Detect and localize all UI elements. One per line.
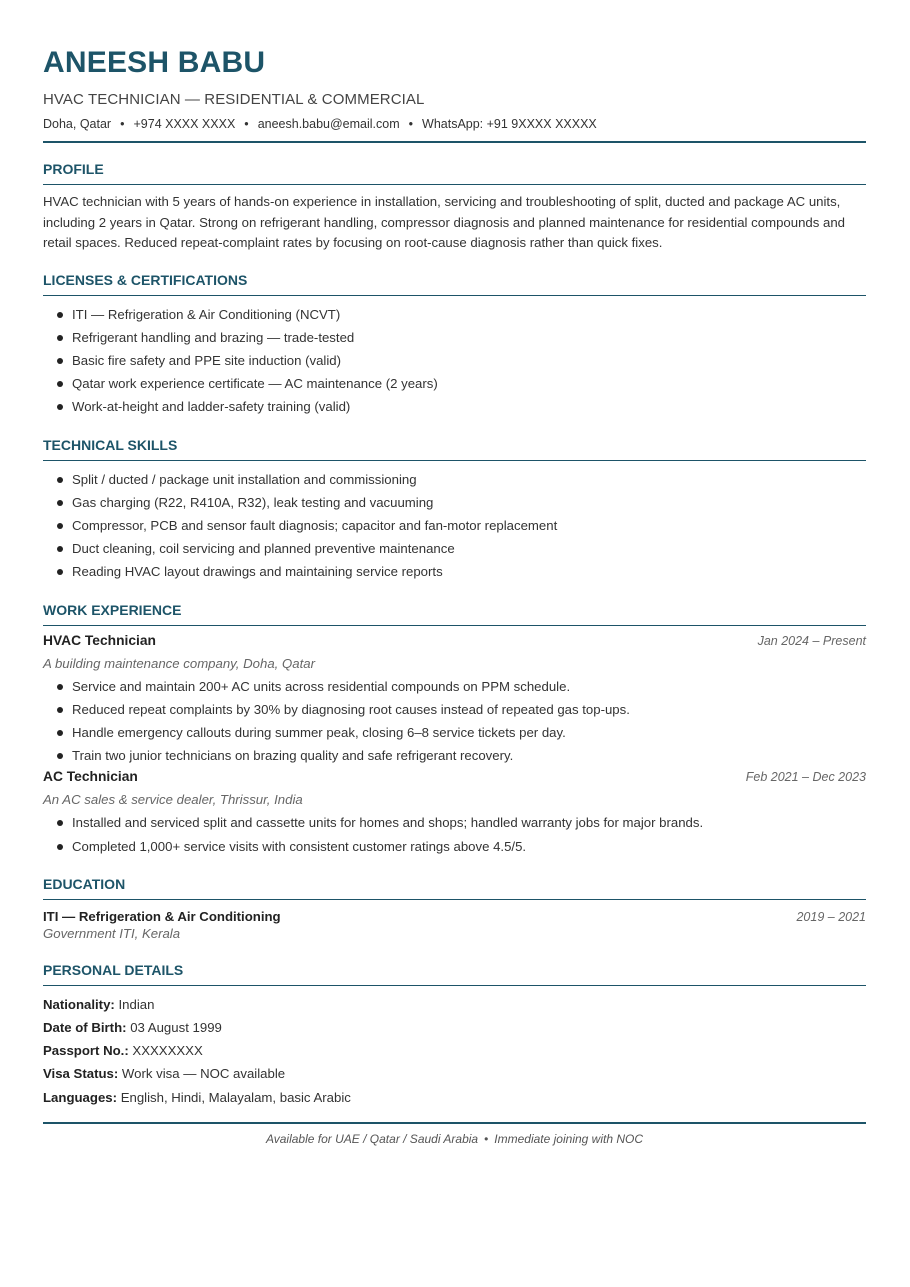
list-item	[43, 395, 866, 418]
profile-section	[43, 161, 866, 254]
list-item	[43, 349, 866, 372]
education-degree: ITI — Refrigeration & Air Conditioning	[43, 908, 281, 924]
section-title-personal: PERSONAL DETAILS	[43, 962, 866, 986]
education-section	[43, 876, 866, 944]
detail-row-nationality	[43, 993, 866, 1016]
list-item-text: Duct cleaning, coil servicing and planned preventive maintenance	[72, 541, 455, 557]
detail-row-dob	[43, 1016, 866, 1039]
contact-phone: +974 XXXX XXXX	[133, 117, 236, 131]
bullet-separator: •	[244, 117, 249, 131]
list-item-text: Service and maintain 200+ AC units across residential compounds on PPM schedule.	[72, 678, 571, 694]
job-entry	[43, 633, 866, 768]
list-item-text: Work-at-height and ladder-safety training (valid)	[72, 399, 351, 415]
list-item	[43, 491, 866, 514]
bullet-separator: •	[484, 1131, 489, 1146]
list-item	[43, 372, 866, 395]
list-item	[43, 560, 866, 583]
list-item-text: Compressor, PCB and sensor fault diagnosis; capacitor and fan-motor replacement	[72, 517, 558, 533]
bullet-icon	[57, 753, 63, 759]
profile-text: HVAC technician with 5 years of hands-on experience in installation, servicing and troubleshooting of split, ducted and package AC units, including 2 years in Qatar. Strong on refrigerant handling, compressor diagnosis and planned maintenance for residential compounds and retail spaces. Reduced repeat-complaint rates by focusing on root-cause diagnosis rather than quick fixes.	[43, 194, 845, 250]
detail-row-passport	[43, 1039, 866, 1062]
list-item-text: Split / ducted / package unit installation and commissioning	[72, 471, 417, 487]
headline: HVAC TECHNICIAN — RESIDENTIAL & COMMERCIAL	[43, 91, 425, 108]
bullet-icon	[57, 569, 63, 575]
header-divider	[43, 141, 866, 143]
detail-value: 03 August 1999	[130, 1019, 222, 1035]
licenses-list	[43, 303, 866, 419]
skills-section	[43, 437, 866, 584]
list-item-text: Installed and serviced split and cassette units for homes and shops; handled warranty jobs for major brands.	[72, 815, 704, 831]
job-company: An AC sales & service dealer, Thrissur, India	[43, 792, 303, 808]
job-dates: Jan 2024 – Present	[757, 633, 866, 648]
detail-row-languages	[43, 1086, 866, 1109]
footer-note	[43, 1132, 866, 1146]
footer-joining: Immediate joining with NOC	[494, 1131, 644, 1146]
list-item	[43, 698, 866, 721]
education-school: Government ITI, Kerala	[43, 925, 181, 941]
bullet-icon	[57, 312, 63, 318]
bullet-icon	[57, 500, 63, 506]
job-title: HVAC Technician	[43, 632, 156, 648]
job-entry	[43, 769, 866, 857]
job-header	[43, 633, 866, 654]
job-header	[43, 769, 866, 790]
bullet-icon	[57, 820, 63, 826]
detail-label: Languages:	[43, 1089, 118, 1105]
bullet-icon	[57, 523, 63, 529]
section-title-profile: PROFILE	[43, 161, 866, 185]
list-item-text: Reduced repeat complaints by 30% by diagnosing root causes instead of repeated gas top-ups.	[72, 701, 630, 717]
bullet-icon	[57, 844, 63, 850]
personal-details-section	[43, 962, 866, 1109]
candidate-name: ANEESH BABU	[43, 46, 266, 79]
detail-value: Indian	[118, 996, 155, 1012]
experience-section	[43, 602, 866, 858]
bullet-icon	[57, 358, 63, 364]
detail-label: Passport No.:	[43, 1043, 129, 1059]
section-title-licenses: LICENSES & CERTIFICATIONS	[43, 272, 866, 296]
list-item-text: Refrigerant handling and brazing — trade-tested	[72, 329, 355, 345]
skills-list	[43, 468, 866, 584]
list-item	[43, 835, 866, 858]
section-title-education: EDUCATION	[43, 876, 866, 900]
list-item	[43, 326, 866, 349]
licenses-section	[43, 272, 866, 419]
education-header	[43, 909, 866, 924]
bullet-icon	[57, 546, 63, 552]
list-item	[43, 744, 866, 767]
list-item-text: Qatar work experience certificate — AC maintenance (2 years)	[72, 376, 438, 392]
bullet-separator: •	[120, 117, 125, 131]
job-company: A building maintenance company, Doha, Qatar	[43, 655, 315, 671]
bullet-separator: •	[408, 117, 414, 131]
bullet-icon	[57, 477, 63, 483]
detail-row-visa	[43, 1062, 866, 1085]
bullet-icon	[57, 730, 63, 736]
detail-value: XXXXXXXX	[132, 1043, 203, 1059]
list-item	[43, 468, 866, 491]
job-bullets	[43, 675, 866, 768]
section-title-skills: TECHNICAL SKILLS	[43, 437, 866, 461]
bullet-icon	[57, 335, 63, 341]
section-title-experience: WORK EXPERIENCE	[43, 602, 866, 626]
bullet-icon	[57, 684, 63, 690]
list-item-text: Train two junior technicians on brazing quality and safe refrigerant recovery.	[72, 748, 514, 764]
bullet-icon	[57, 404, 63, 410]
resume-header	[43, 44, 866, 143]
education-years: 2019 – 2021	[796, 909, 866, 924]
detail-value: English, Hindi, Malayalam, basic Arabic	[120, 1089, 351, 1105]
job-title: AC Technician	[43, 769, 138, 785]
detail-label: Visa Status:	[43, 1066, 119, 1082]
detail-label: Date of Birth:	[43, 1019, 127, 1035]
footer-availability: Available for UAE / Qatar / Saudi Arabia	[265, 1131, 479, 1146]
contact-email: aneesh.babu@email.com	[257, 117, 400, 131]
detail-value: Work visa — NOC available	[121, 1066, 286, 1082]
list-item	[43, 514, 866, 537]
list-item-text: Handle emergency callouts during summer peak, closing 6–8 service tickets per day.	[72, 724, 566, 740]
footer-divider	[43, 1122, 866, 1124]
list-item-text: Basic fire safety and PPE site induction (valid)	[72, 352, 342, 368]
job-dates: Feb 2021 – Dec 2023	[745, 770, 866, 785]
list-item	[43, 721, 866, 744]
list-item-text: Completed 1,000+ service visits with consistent customer ratings above 4.5/5.	[72, 838, 527, 854]
bullet-icon	[57, 381, 63, 387]
list-item	[43, 537, 866, 560]
contact-location: Doha, Qatar	[43, 117, 112, 131]
list-item	[43, 811, 866, 834]
list-item-text: Gas charging (R22, R410A, R32), leak testing and vacuuming	[72, 494, 434, 510]
detail-label: Nationality:	[43, 996, 115, 1012]
list-item	[43, 303, 866, 326]
bullet-icon	[57, 707, 63, 713]
contact-whatsapp: WhatsApp: +91 9XXXX XXXXX	[422, 117, 597, 131]
list-item-text: ITI — Refrigeration & Air Conditioning (NCVT)	[72, 306, 341, 322]
personal-details-list	[43, 993, 866, 1109]
job-bullets	[43, 811, 866, 857]
list-item-text: Reading HVAC layout drawings and maintaining service reports	[72, 564, 443, 580]
list-item	[43, 675, 866, 698]
contact-line	[43, 116, 866, 132]
